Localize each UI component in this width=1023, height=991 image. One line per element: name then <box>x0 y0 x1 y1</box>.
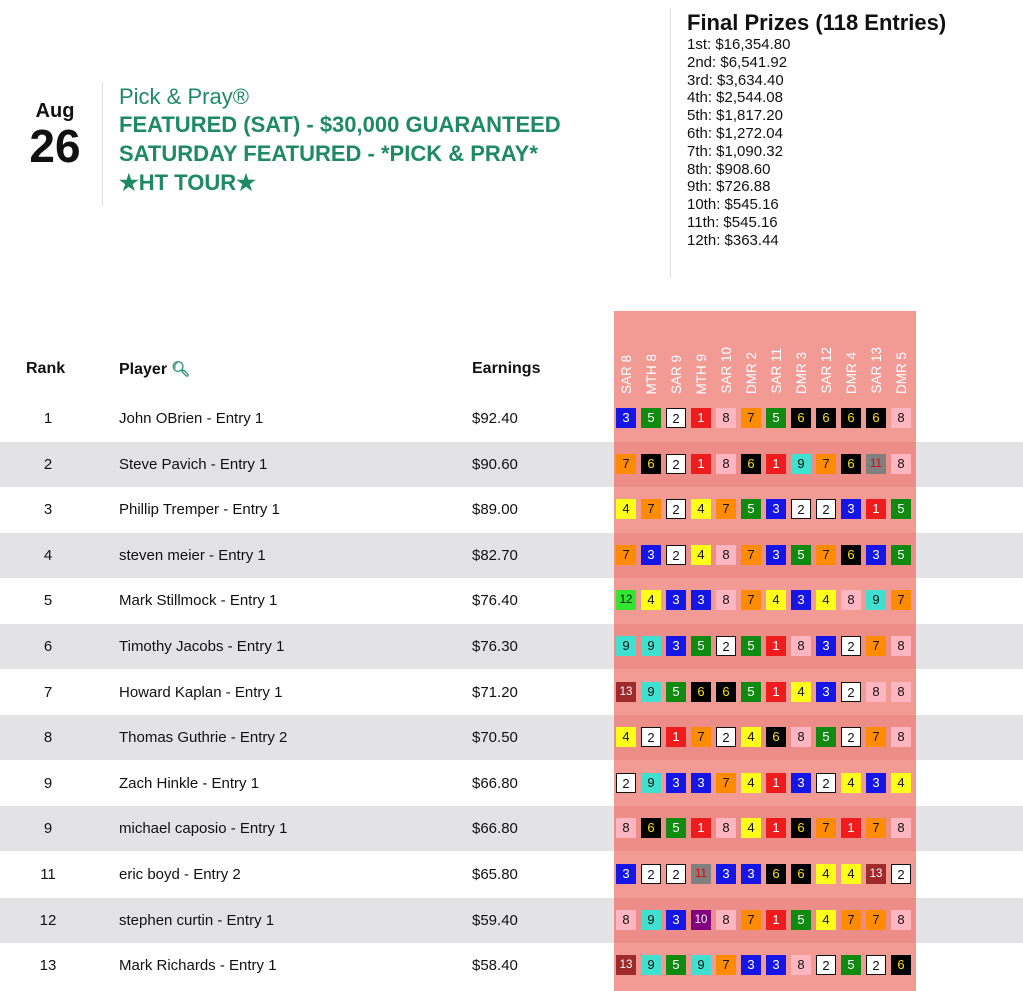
pick-badge: 2 <box>716 727 736 747</box>
pick-badge: 2 <box>866 955 886 975</box>
rank-cell: 12 <box>39 911 57 929</box>
pick-badge: 3 <box>816 682 836 702</box>
pick-badge: 4 <box>741 727 761 747</box>
race-header-label: SAR 10 <box>719 347 734 394</box>
pick-badge: 7 <box>816 545 836 565</box>
pick-badge: 9 <box>641 682 661 702</box>
pick-badge: 4 <box>616 499 636 519</box>
pick-badge: 6 <box>791 408 811 428</box>
pick-badge: 2 <box>841 636 861 656</box>
pick-badge: 7 <box>891 590 911 610</box>
pick-badge: 1 <box>866 499 886 519</box>
earnings-cell: $66.80 <box>472 820 518 838</box>
prize-line: 6th: $1,272.04 <box>687 124 783 142</box>
race-header-label: MTH 9 <box>694 353 709 394</box>
pick-badge: 1 <box>766 636 786 656</box>
pick-badge: 7 <box>616 545 636 565</box>
pick-badge: 8 <box>891 727 911 747</box>
pick-badge: 3 <box>791 773 811 793</box>
pick-badge: 8 <box>891 636 911 656</box>
pick-badge: 3 <box>666 910 686 930</box>
pick-badge: 6 <box>641 454 661 474</box>
rank-cell: 1 <box>43 410 53 427</box>
pick-badge: 5 <box>816 727 836 747</box>
pick-badge: 3 <box>691 773 711 793</box>
final-prizes <box>687 10 946 250</box>
prize-line: 9th: $726.88 <box>687 178 771 196</box>
pick-badge: 7 <box>741 910 761 930</box>
pick-badge: 10 <box>691 910 711 930</box>
earnings-cell: $66.80 <box>472 774 518 792</box>
race-header-label: SAR 12 <box>819 347 834 394</box>
search-icon[interactable]: 🔍︎ <box>171 361 191 378</box>
pick-badge: 4 <box>816 910 836 930</box>
pick-badge: 6 <box>741 454 761 474</box>
pick-badge: 2 <box>666 864 686 884</box>
pick-badge: 4 <box>816 590 836 610</box>
pick-badge: 13 <box>616 682 636 702</box>
pick-badge: 11 <box>866 454 886 474</box>
prize-line: 7th: $1,090.32 <box>687 142 783 160</box>
pick-badge: 1 <box>766 773 786 793</box>
player-cell[interactable]: Phillip Tremper - Entry 1 <box>119 501 280 519</box>
pick-badge: 1 <box>691 408 711 428</box>
pick-badge: 2 <box>666 408 686 428</box>
pick-badge: 2 <box>816 773 836 793</box>
pick-badge: 2 <box>816 955 836 975</box>
pick-badge: 8 <box>891 408 911 428</box>
earnings-cell: $82.70 <box>472 546 518 564</box>
rank-cell: 9 <box>43 820 53 838</box>
pick-badge: 3 <box>616 864 636 884</box>
pick-badge: 2 <box>841 682 861 702</box>
pick-badge: 9 <box>641 955 661 975</box>
pick-badge: 3 <box>841 499 861 519</box>
pick-badge: 4 <box>641 590 661 610</box>
pick-badge: 7 <box>866 818 886 838</box>
pick-badge: 3 <box>741 955 761 975</box>
pick-badge: 7 <box>866 727 886 747</box>
player-cell[interactable]: Mark Richards - Entry 1 <box>119 957 277 975</box>
divider <box>102 82 103 206</box>
pick-badge: 3 <box>716 864 736 884</box>
race-header-label: MTH 8 <box>644 353 659 394</box>
pick-badge: 1 <box>691 454 711 474</box>
pick-badge: 2 <box>816 499 836 519</box>
pick-badge: 7 <box>641 499 661 519</box>
player-cell[interactable]: eric boyd - Entry 2 <box>119 866 241 883</box>
player-cell[interactable]: Thomas Guthrie - Entry 2 <box>119 729 288 747</box>
prizes-heading: Final Prizes (118 Entries) <box>687 10 947 35</box>
prize-line: 4th: $2,544.08 <box>687 89 783 107</box>
contest-brand: Pick & Pray® <box>119 84 249 109</box>
contest-title <box>119 84 561 197</box>
race-header-label: SAR 8 <box>619 354 634 394</box>
pick-badge: 5 <box>841 955 861 975</box>
pick-badge: 8 <box>791 636 811 656</box>
pick-badge: 8 <box>791 727 811 747</box>
pick-badge: 8 <box>616 818 636 838</box>
pick-badge: 2 <box>666 454 686 474</box>
pick-badge: 7 <box>716 499 736 519</box>
pick-badge: 6 <box>866 408 886 428</box>
pick-badge: 6 <box>841 545 861 565</box>
race-header <box>790 312 814 394</box>
player-cell[interactable]: Steve Pavich - Entry 1 <box>119 455 268 473</box>
pick-badge: 3 <box>741 864 761 884</box>
pick-badge: 2 <box>891 864 911 884</box>
pick-badge: 8 <box>841 590 861 610</box>
earnings-cell: $90.60 <box>472 455 518 473</box>
pick-badge: 6 <box>766 727 786 747</box>
player-cell[interactable]: michael caposio - Entry 1 <box>119 820 288 838</box>
pick-badge: 7 <box>741 545 761 565</box>
rank-cell: 2 <box>43 455 53 473</box>
earnings-cell: $70.50 <box>472 729 518 747</box>
pick-badge: 7 <box>716 955 736 975</box>
pick-badge: 7 <box>741 590 761 610</box>
rank-cell: 7 <box>43 683 53 701</box>
pick-badge: 9 <box>641 773 661 793</box>
pick-badge: 6 <box>691 682 711 702</box>
player-cell[interactable]: Timothy Jacobs - Entry 1 <box>119 638 285 655</box>
pick-badge: 6 <box>791 864 811 884</box>
race-header-label: DMR 5 <box>894 351 909 394</box>
rank-cell: 13 <box>39 957 57 975</box>
pick-badge: 8 <box>791 955 811 975</box>
pick-badge: 6 <box>716 682 736 702</box>
pick-badge: 6 <box>891 955 911 975</box>
pick-badge: 8 <box>616 910 636 930</box>
prize-line: 11th: $545.16 <box>687 213 778 231</box>
pick-badge: 5 <box>741 499 761 519</box>
pick-badge: 7 <box>841 910 861 930</box>
pick-badge: 4 <box>841 864 861 884</box>
pick-badge: 4 <box>741 773 761 793</box>
race-header <box>715 312 739 394</box>
player-cell[interactable]: Zach Hinkle - Entry 1 <box>119 774 260 792</box>
pick-badge: 3 <box>616 408 636 428</box>
pick-badge: 3 <box>816 636 836 656</box>
pick-badge: 9 <box>691 955 711 975</box>
pick-badge: 7 <box>691 727 711 747</box>
pick-badge: 4 <box>741 818 761 838</box>
pick-badge: 6 <box>791 818 811 838</box>
pick-badge: 7 <box>716 773 736 793</box>
earnings-cell: $76.40 <box>472 592 518 610</box>
prize-line: 2nd: $6,541.92 <box>687 53 788 71</box>
earnings-cell: $71.20 <box>472 683 518 701</box>
pick-badge: 8 <box>891 682 911 702</box>
earnings-cell: $59.40 <box>472 911 518 929</box>
pick-badge: 8 <box>891 454 911 474</box>
race-header <box>865 312 889 394</box>
pick-badge: 3 <box>666 590 686 610</box>
pick-badge: 3 <box>766 545 786 565</box>
pick-badge: 7 <box>741 408 761 428</box>
pick-badge: 4 <box>891 773 911 793</box>
prize-line: 1st: $16,354.80 <box>687 36 791 53</box>
pick-badge: 5 <box>666 818 686 838</box>
pick-badge: 7 <box>866 636 886 656</box>
player-cell[interactable]: Howard Kaplan - Entry 1 <box>119 683 283 701</box>
rank-cell: 11 <box>40 866 56 883</box>
pick-badge: 5 <box>691 636 711 656</box>
pick-badge: 3 <box>866 773 886 793</box>
date-day: 26 <box>29 120 81 172</box>
earnings-cell: $89.00 <box>472 501 518 519</box>
race-header-label: SAR 11 <box>769 348 784 394</box>
prize-line: 3rd: $3,634.40 <box>687 71 784 89</box>
race-header <box>640 312 664 394</box>
pick-badge: 5 <box>766 408 786 428</box>
pick-badge: 3 <box>666 636 686 656</box>
pick-badge: 5 <box>791 545 811 565</box>
rank-cell: 4 <box>43 546 53 564</box>
pick-badge: 2 <box>666 545 686 565</box>
pick-badge: 8 <box>716 818 736 838</box>
player-cell[interactable]: John OBrien - Entry 1 <box>119 410 264 427</box>
pick-badge: 12 <box>616 590 636 610</box>
player-cell[interactable]: steven meier - Entry 1 <box>119 546 266 564</box>
pick-badge: 9 <box>641 636 661 656</box>
pick-badge: 2 <box>716 636 736 656</box>
race-header <box>765 312 789 394</box>
race-header <box>815 312 839 394</box>
pick-badge: 3 <box>666 773 686 793</box>
pick-badge: 1 <box>691 818 711 838</box>
pick-badge: 6 <box>766 864 786 884</box>
pick-badge: 4 <box>691 499 711 519</box>
pick-badge: 6 <box>816 408 836 428</box>
pick-badge: 1 <box>766 682 786 702</box>
race-header <box>665 312 689 394</box>
prize-line: 12th: $363.44 <box>687 231 779 249</box>
pick-badge: 3 <box>691 590 711 610</box>
pick-badge: 8 <box>866 682 886 702</box>
pick-badge: 4 <box>816 864 836 884</box>
pick-badge: 5 <box>741 682 761 702</box>
pick-badge: 2 <box>666 499 686 519</box>
pick-badge: 2 <box>641 864 661 884</box>
player-cell[interactable]: stephen curtin - Entry 1 <box>119 911 275 929</box>
pick-badge: 7 <box>816 454 836 474</box>
rank-cell: 6 <box>43 638 53 655</box>
earnings-cell: $92.40 <box>472 410 518 427</box>
race-header <box>690 312 714 394</box>
pick-badge: 8 <box>716 910 736 930</box>
pick-badge: 7 <box>616 454 636 474</box>
pick-badge: 5 <box>641 408 661 428</box>
pick-badge: 5 <box>891 499 911 519</box>
pick-badge: 2 <box>616 773 636 793</box>
race-header-label: SAR 13 <box>869 347 884 394</box>
pick-badge: 1 <box>841 818 861 838</box>
race-header <box>615 312 639 394</box>
pick-badge: 8 <box>716 590 736 610</box>
pick-badge: 3 <box>791 590 811 610</box>
player-header-label: Player <box>119 361 168 378</box>
rank-header: Rank <box>26 360 66 377</box>
pick-badge: 4 <box>691 545 711 565</box>
prize-line: 8th: $908.60 <box>687 160 771 178</box>
earnings-cell: $65.80 <box>472 866 518 883</box>
pick-badge: 6 <box>641 818 661 838</box>
pick-badge: 5 <box>666 682 686 702</box>
contest-title-line3: ★HT TOUR★ <box>119 170 256 195</box>
pick-badge: 4 <box>791 682 811 702</box>
rank-cell: 8 <box>43 729 53 747</box>
pick-badge: 9 <box>641 910 661 930</box>
pick-badge: 4 <box>841 773 861 793</box>
pick-badge: 2 <box>791 499 811 519</box>
pick-badge: 3 <box>766 955 786 975</box>
race-header-label: DMR 3 <box>794 351 809 394</box>
player-header <box>119 360 190 379</box>
pick-badge: 7 <box>866 910 886 930</box>
pick-badge: 1 <box>666 727 686 747</box>
pick-badge: 8 <box>891 910 911 930</box>
pick-badge: 5 <box>666 955 686 975</box>
pick-badge: 2 <box>841 727 861 747</box>
race-header <box>890 312 914 394</box>
pick-badge: 5 <box>891 545 911 565</box>
pick-badge: 3 <box>866 545 886 565</box>
pick-badge: 5 <box>791 910 811 930</box>
pick-badge: 13 <box>866 864 886 884</box>
pick-badge: 2 <box>641 727 661 747</box>
rank-cell: 5 <box>43 592 53 610</box>
pick-badge: 3 <box>641 545 661 565</box>
pick-badge: 6 <box>841 454 861 474</box>
prize-line: 10th: $545.16 <box>687 196 779 214</box>
contest-title-line1: FEATURED (SAT) - $30,000 GUARANTEED <box>119 112 561 137</box>
player-cell[interactable]: Mark Stillmock - Entry 1 <box>119 592 278 610</box>
prize-line: 5th: $1,817.20 <box>687 107 783 125</box>
pick-badge: 9 <box>866 590 886 610</box>
pick-badge: 8 <box>716 408 736 428</box>
prizes-list <box>687 36 946 250</box>
date-month: Aug <box>35 100 75 122</box>
earnings-cell: $76.30 <box>472 638 518 655</box>
pick-badge: 8 <box>716 454 736 474</box>
race-header-label: DMR 4 <box>844 351 859 394</box>
pick-badge: 11 <box>691 864 711 884</box>
race-header <box>840 312 864 394</box>
pick-badge: 3 <box>766 499 786 519</box>
pick-badge: 8 <box>891 818 911 838</box>
pick-badge: 9 <box>616 636 636 656</box>
rank-cell: 3 <box>43 501 53 519</box>
pick-badge: 4 <box>766 590 786 610</box>
pick-badge: 1 <box>766 910 786 930</box>
rank-cell: 9 <box>43 774 53 792</box>
pick-badge: 6 <box>841 408 861 428</box>
pick-badge: 7 <box>816 818 836 838</box>
pick-badge: 1 <box>766 454 786 474</box>
contest-title-line2: SATURDAY FEATURED - *PICK & PRAY* <box>119 141 538 166</box>
pick-badge: 13 <box>616 955 636 975</box>
divider <box>670 8 671 278</box>
event-date <box>24 100 86 172</box>
earnings-cell: $58.40 <box>472 957 518 975</box>
earnings-header: Earnings <box>472 360 541 377</box>
race-header-label: DMR 2 <box>744 351 759 394</box>
pick-badge: 4 <box>616 727 636 747</box>
pick-badge: 8 <box>716 545 736 565</box>
race-header <box>740 312 764 394</box>
race-header-label: SAR 9 <box>669 354 684 394</box>
pick-badge: 9 <box>791 454 811 474</box>
pick-badge: 5 <box>741 636 761 656</box>
pick-badge: 1 <box>766 818 786 838</box>
